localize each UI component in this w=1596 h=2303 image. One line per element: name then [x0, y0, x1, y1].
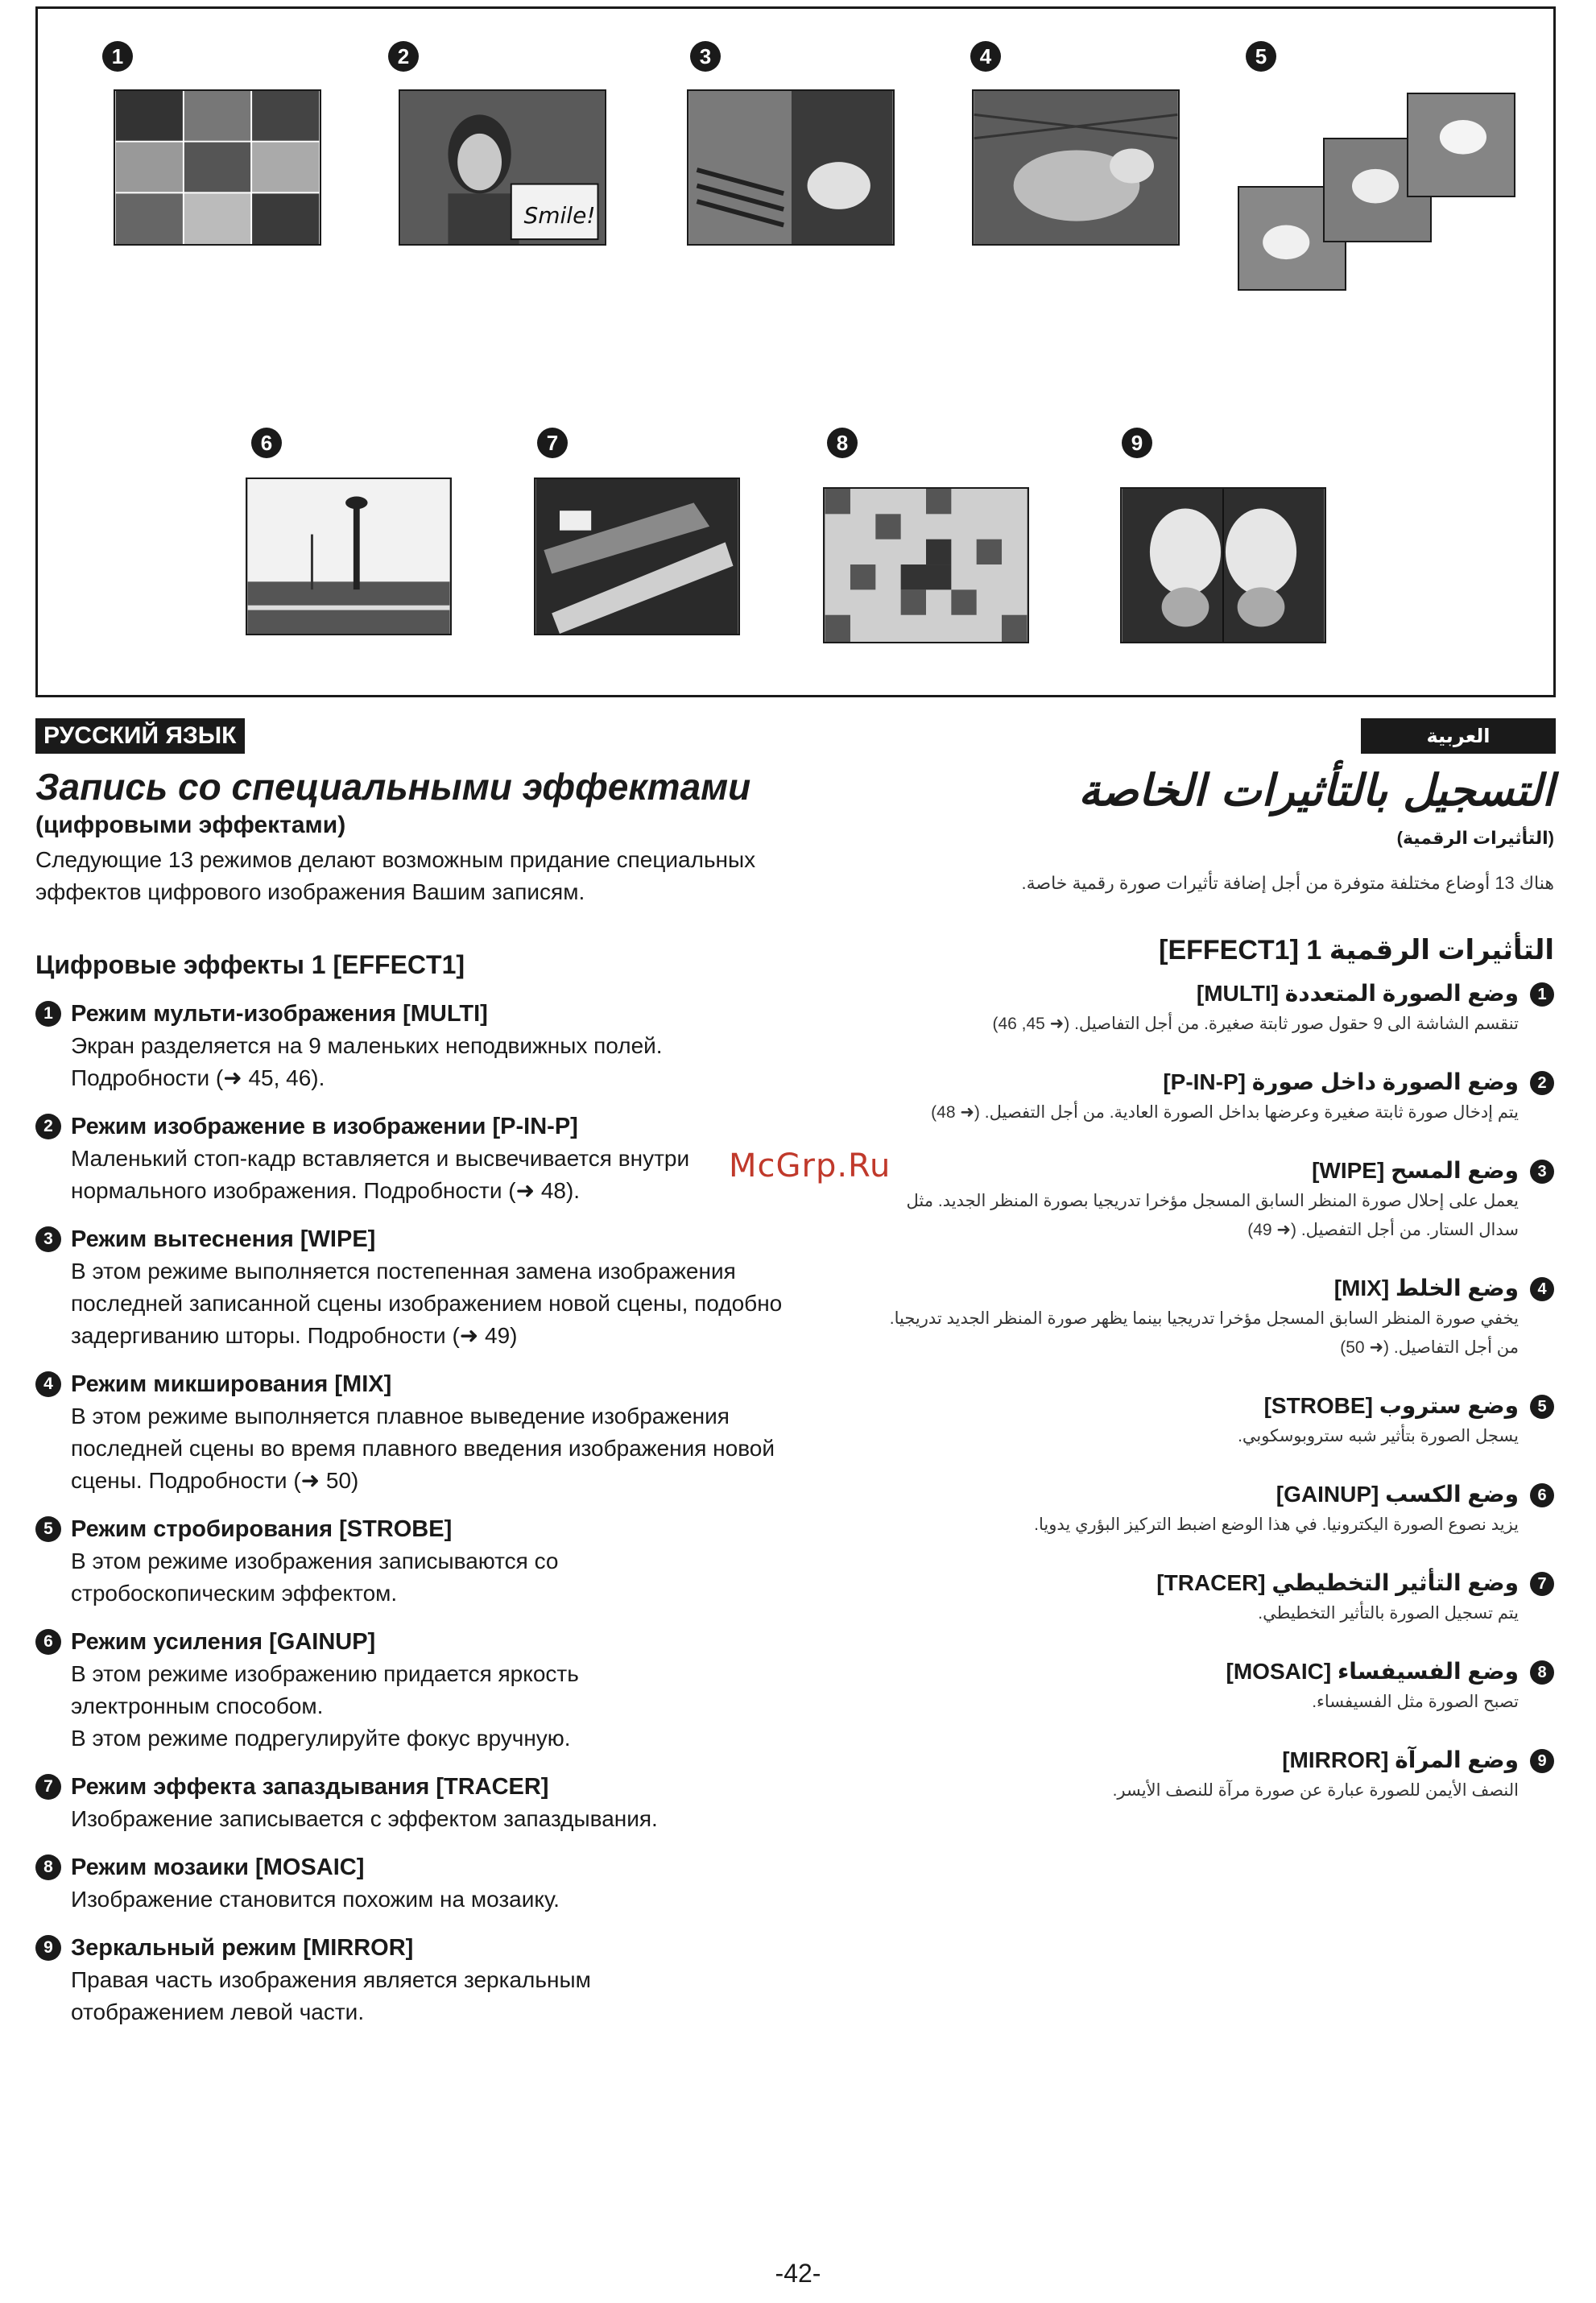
- multi-effect-image: [114, 89, 321, 246]
- arabic-mode-3: [870, 1155, 1554, 1245]
- badge-1: 1: [102, 41, 133, 72]
- mode-number-badge: 6: [35, 1629, 61, 1655]
- arabic-section-heading: التأثيرات الرقمية 1 [EFFECT1]: [1159, 935, 1554, 965]
- mode-description: В этом режиме выполняется плавное выведение изображения последней сцены во время плавного введения изображения новой сцены. Подробности (➜ 50): [71, 1404, 775, 1493]
- badge-2: 2: [388, 41, 419, 72]
- mode-number-badge: 5: [1530, 1395, 1554, 1419]
- mode-description: يتم تسجيل الصورة بالتأثير التخطيطي.: [1258, 1604, 1519, 1623]
- mode-number-badge: 5: [35, 1516, 61, 1542]
- arabic-mode-2: [870, 1066, 1554, 1127]
- arabic-mode-1: [870, 978, 1554, 1039]
- mode-title: Режим мульти-изображения [MULTI]: [71, 1001, 488, 1027]
- mode-number-badge: 1: [1530, 982, 1554, 1007]
- mode-description: يعمل على إحلال صورة المنظر السابق المسجل مؤخرا تدريجيا بصورة المنظر الجديد. مثل سدال الستار. من أجل التفصيل. (➜ 49): [906, 1192, 1519, 1239]
- mode-number-badge: 9: [35, 1935, 61, 1961]
- pinp-effect-image: [399, 89, 606, 246]
- mode-description: В этом режиме изображению придается яркость электронным способом. В этом режиме подрегулируйте фокус вручную.: [71, 1661, 579, 1751]
- mode-title: Режим эффекта запаздывания [TRACER]: [71, 1774, 549, 1800]
- mode-title: Режим мозаики [MOSAIC]: [71, 1854, 365, 1880]
- badge-8: 8: [827, 428, 858, 458]
- mode-number-badge: 9: [1530, 1749, 1554, 1773]
- mode-description: В этом режиме выполняется постепенная замена изображения последней записанной сцены изображением новой сцены, подобно задергиванию шторы. Подробности (➜ 49): [71, 1259, 783, 1348]
- badge-4: 4: [970, 41, 1001, 72]
- russian-section-heading: Цифровые эффекты 1 [EFFECT1]: [35, 950, 465, 979]
- russian-mode-9: [35, 1932, 833, 2028]
- russian-mode-2: [35, 1110, 833, 1207]
- mode-description: Правая часть изображения является зеркальным отображением левой части.: [71, 1967, 591, 2024]
- arabic-subtitle: (التأثيرات الرقمية): [1396, 828, 1554, 848]
- mode-title: وضع المرآة [MIRROR]: [1282, 1747, 1519, 1772]
- russian-mode-8: [35, 1851, 833, 1916]
- mode-title: وضع الكسب [GAINUP]: [1276, 1482, 1519, 1507]
- mode-description: تنقسم الشاشة الى 9 حقول صور ثابتة صغيرة. من أجل التفاصيل. (➜ 45, 46): [992, 1015, 1519, 1033]
- mode-description: يتم إدخال صورة ثابتة صغيرة وعرضها بداخل الصورة العادية. من أجل التفصيل. (➜ 48): [931, 1103, 1519, 1122]
- arabic-mode-7: [870, 1567, 1554, 1628]
- russian-mode-7: [35, 1771, 833, 1835]
- arabic-mode-6: [870, 1478, 1554, 1540]
- mode-title: Режим микширования [MIX]: [71, 1371, 392, 1397]
- mode-description: Маленький стоп-кадр вставляется и высвечивается внутри нормального изображения. Подробности (➜ 48).: [71, 1146, 690, 1203]
- russian-mode-3: [35, 1223, 833, 1352]
- mode-description: В этом режиме изображения записываются со стробоскопическим эффектом.: [71, 1548, 559, 1606]
- mix-effect-image: [972, 89, 1180, 246]
- russian-language-bar: [35, 718, 245, 754]
- russian-subtitle: (цифровыми эффектами): [35, 812, 346, 838]
- badge-9: 9: [1122, 428, 1152, 458]
- arabic-intro: هناك 13 أوضاع مختلفة متوفرة من أجل إضافة تأثيرات صورة رقمية خاصة.: [1021, 873, 1554, 893]
- arabic-language-label: العربية: [1426, 725, 1491, 747]
- arabic-title: التسجيل بالتأثيرات الخاصة: [1078, 765, 1554, 816]
- russian-mode-list: [35, 998, 833, 2028]
- russian-language-label: РУССКИЙ ЯЗЫК: [43, 722, 237, 749]
- mode-title: وضع المسح [WIPE]: [1312, 1158, 1519, 1183]
- badge-6: 6: [251, 428, 282, 458]
- mode-description: Изображение становится похожим на мозаику.: [71, 1887, 560, 1912]
- mode-title: Режим вытеснения [WIPE]: [71, 1226, 376, 1252]
- mode-number-badge: 4: [1530, 1277, 1554, 1301]
- mode-title: وضع التأثير التخطيطي [TRACER]: [1156, 1570, 1519, 1595]
- badge-3: 3: [690, 41, 721, 72]
- mirror-effect-image: [1120, 487, 1326, 643]
- wipe-effect-image: [687, 89, 895, 246]
- arabic-language-bar: [1361, 718, 1556, 754]
- russian-mode-5: [35, 1513, 833, 1610]
- badge-7: 7: [537, 428, 568, 458]
- mode-title: Зеркальный режим [MIRROR]: [71, 1935, 414, 1961]
- mode-number-badge: 2: [1530, 1071, 1554, 1095]
- mode-description: تصبح الصورة مثل الفسيفساء.: [1312, 1693, 1519, 1711]
- russian-column: [35, 765, 833, 2028]
- gainup-effect-image: [246, 478, 452, 635]
- mode-description: النصف الأيمن للصورة عبارة عن صورة مرآة للنصف الأيسر.: [1112, 1781, 1519, 1800]
- mode-number-badge: 3: [35, 1226, 61, 1252]
- mosaic-effect-image: [823, 487, 1029, 643]
- mode-number-badge: 4: [35, 1371, 61, 1397]
- mode-number-badge: 3: [1530, 1160, 1554, 1184]
- mode-title: Режим изображение в изображении [P-IN-P]: [71, 1114, 578, 1139]
- mode-title: Режим стробирования [STROBE]: [71, 1516, 453, 1542]
- arabic-mode-5: [870, 1390, 1554, 1451]
- mode-number-badge: 7: [35, 1774, 61, 1800]
- page-number: -42-: [775, 2259, 821, 2288]
- mode-description: يسجل الصورة بتأثير شبه ستروبوسكوبي.: [1238, 1427, 1519, 1445]
- illustration-panel: [35, 6, 1556, 697]
- mode-description: Изображение записывается с эффектом запаздывания.: [71, 1806, 658, 1831]
- mode-title: وضع ستروب [STROBE]: [1263, 1393, 1519, 1418]
- mode-number-badge: 8: [35, 1854, 61, 1880]
- strobe-effect-image-3: [1407, 93, 1515, 197]
- mode-title: وضع الصورة المتعددة [MULTI]: [1196, 981, 1519, 1006]
- mode-number-badge: 8: [1530, 1660, 1554, 1685]
- russian-mode-6: [35, 1626, 833, 1755]
- mode-title: Режим усиления [GAINUP]: [71, 1629, 376, 1655]
- arabic-mode-8: [870, 1656, 1554, 1717]
- arabic-mode-4: [870, 1272, 1554, 1362]
- russian-intro: Следующие 13 режимов делают возможным придание специальных эффектов цифрового изображения Вашим записям.: [35, 847, 756, 904]
- mode-title: وضع الصورة داخل صورة [P-IN-P]: [1163, 1069, 1519, 1094]
- watermark: McGrp.Ru: [729, 1147, 891, 1185]
- mode-title: وضع الفسيفساء [MOSAIC]: [1226, 1659, 1519, 1684]
- tracer-effect-image: [534, 478, 740, 635]
- arabic-mode-9: [870, 1744, 1554, 1805]
- russian-title: Запись со специальными эффектами: [35, 766, 751, 808]
- smile-caption: Smile!: [523, 202, 596, 229]
- mode-number-badge: 2: [35, 1114, 61, 1139]
- mode-number-badge: 7: [1530, 1572, 1554, 1596]
- mode-title: وضع الخلط [MIX]: [1333, 1276, 1519, 1300]
- russian-mode-4: [35, 1368, 833, 1497]
- mode-number-badge: 1: [35, 1001, 61, 1027]
- badge-5: 5: [1246, 41, 1276, 72]
- arabic-column: [870, 765, 1554, 1805]
- mode-description: يزيد نصوع الصورة اليكترونيا. في هذا الوضع اضبط التركيز البؤري يدويا.: [1034, 1515, 1519, 1534]
- mode-description: Экран разделяется на 9 маленьких неподвижных полей. Подробности (➜ 45, 46).: [71, 1033, 663, 1090]
- mode-description: يخفي صورة المنظر السابق المسجل مؤخرا تدريجيا بينما يظهر صورة المنظر الجديد تدريجيا. من أجل التفاصيل. (➜ 50): [889, 1309, 1519, 1357]
- russian-mode-1: [35, 998, 833, 1094]
- arabic-mode-list: [870, 978, 1554, 1805]
- mode-number-badge: 6: [1530, 1483, 1554, 1507]
